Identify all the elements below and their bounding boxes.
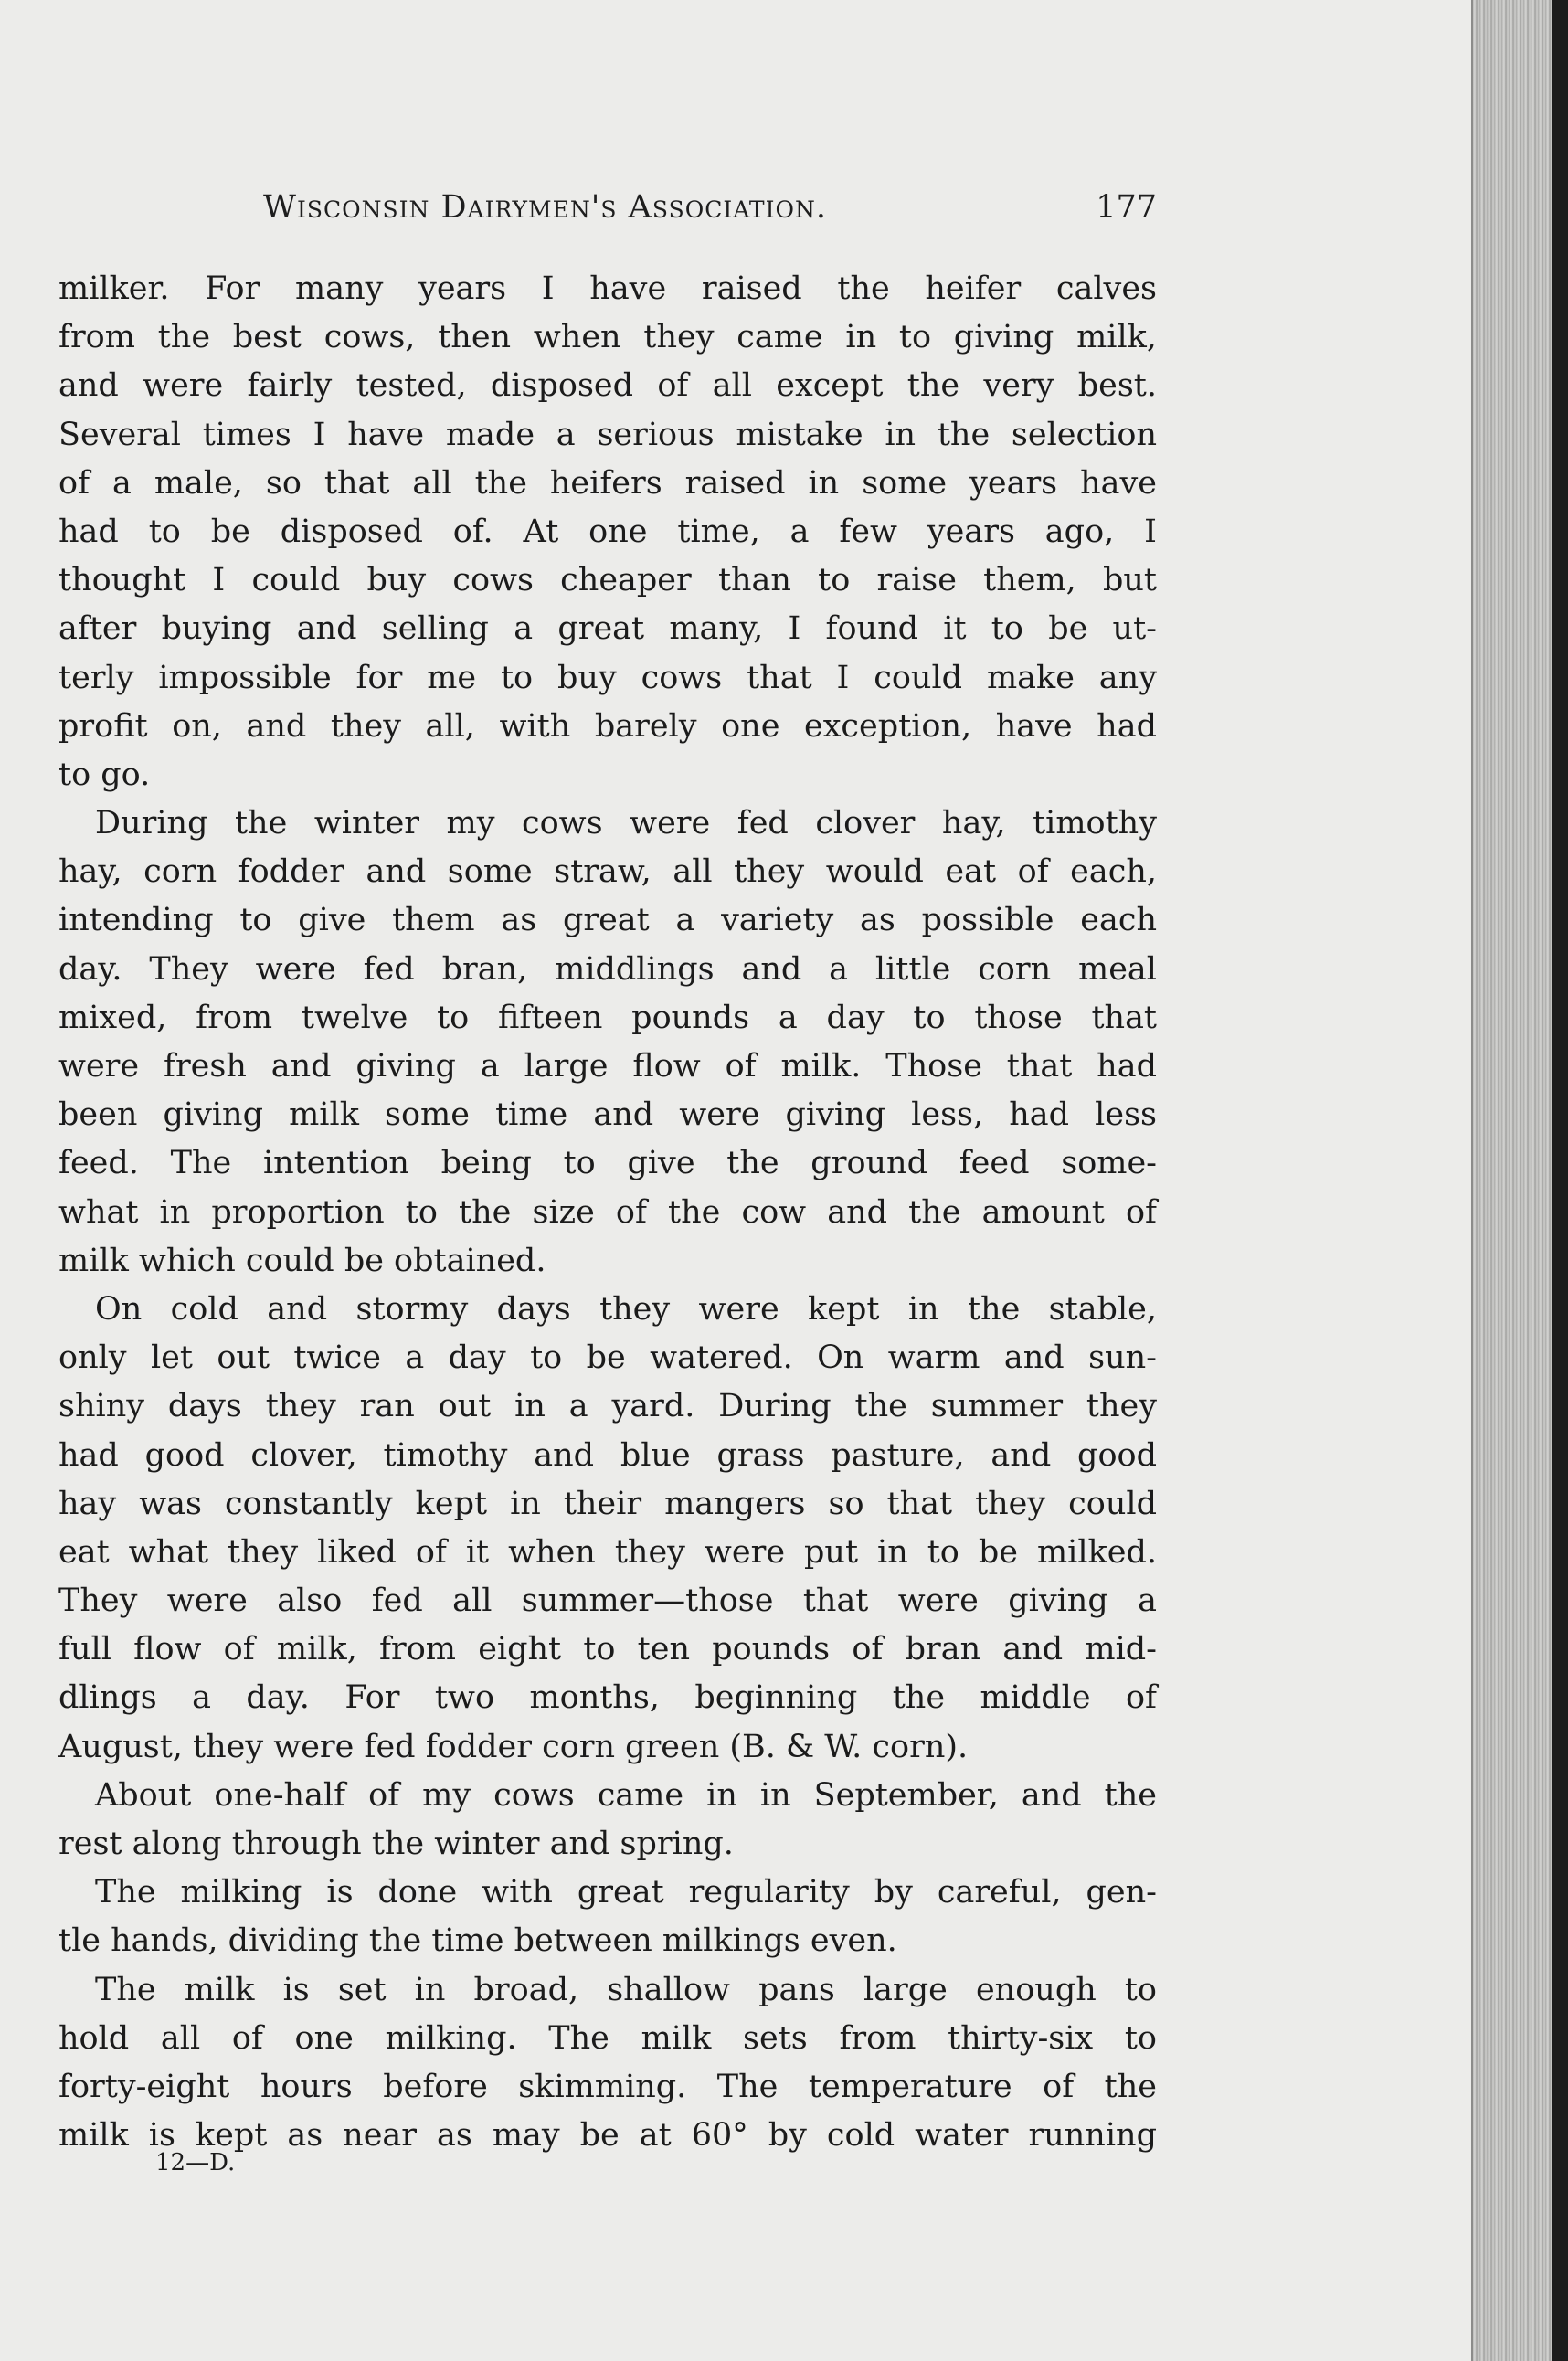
text-line: and were fairly tested, disposed of all except the very best. bbox=[58, 367, 1157, 405]
text-line: shiny days they ran out in a yard. During the summer they bbox=[58, 1388, 1157, 1425]
text-line: only let out twice a day to be watered. On warm and sun- bbox=[58, 1339, 1157, 1377]
text-line: hay was constantly kept in their mangers so that they could bbox=[58, 1485, 1157, 1522]
text-line: hay, corn fodder and some straw, all they would eat of each, bbox=[58, 853, 1157, 891]
signature-mark: 12—D. bbox=[155, 2149, 236, 2176]
text-line: what in proportion to the size of the cow and the amount of bbox=[58, 1193, 1157, 1231]
text-line: tle hands, dividing the time between milkings even. bbox=[58, 1922, 897, 1960]
text-line: day. They were fed bran, middlings and a little corn meal bbox=[58, 950, 1157, 988]
text-line: had to be disposed of. At one time, a few years ago, I bbox=[58, 513, 1157, 550]
text-line: intending to give them as great a variety as possible each bbox=[58, 902, 1157, 939]
body-text bbox=[58, 265, 1157, 2160]
text-line: been giving milk some time and were giving less, had less bbox=[58, 1096, 1157, 1134]
text-line: Several times I have made a serious mistake in the selection bbox=[58, 416, 1157, 453]
text-line: rest along through the winter and spring. bbox=[58, 1826, 734, 1862]
text-line: after buying and selling a great many, I found it to be ut- bbox=[58, 610, 1157, 648]
text-line: August, they were fed fodder corn green (B. & W. corn). bbox=[58, 1728, 969, 1765]
text-line: had good clover, timothy and blue grass pasture, and good bbox=[58, 1436, 1157, 1474]
page-number: 177 bbox=[1096, 189, 1157, 226]
text-line: milker. For many years I have raised the heifer calves bbox=[58, 270, 1157, 307]
book-page-edges bbox=[1471, 0, 1568, 2361]
paragraph-start: On cold and stormy days they were kept in the stable, bbox=[95, 1290, 1157, 1328]
text-line: eat what they liked of it when they were put in to be milked. bbox=[58, 1533, 1157, 1571]
paragraph-start: The milk is set in broad, shallow pans large enough to bbox=[95, 1971, 1157, 2008]
text-line: thought I could buy cows cheaper than to raise them, but bbox=[58, 562, 1157, 599]
text-line: forty-eight hours before skimming. The temperature of the bbox=[58, 2068, 1157, 2105]
text-line: feed. The intention being to give the ground feed some- bbox=[58, 1145, 1157, 1182]
text-line: of a male, so that all the heifers raised in some years have bbox=[58, 464, 1157, 502]
running-head bbox=[263, 189, 1157, 235]
text-line: were fresh and giving a large flow of milk. Those that had bbox=[58, 1048, 1157, 1085]
text-line: full flow of milk, from eight to ten pounds of bran and mid- bbox=[58, 1631, 1157, 1668]
text-line: profit on, and they all, with barely one exception, have had bbox=[58, 707, 1157, 745]
text-line: to go. bbox=[58, 756, 151, 793]
text-line: milk is kept as near as may be at 60° by cold water running bbox=[58, 2117, 1157, 2155]
paragraph-start: The milking is done with great regularity by careful, gen- bbox=[95, 1874, 1157, 1911]
text-line: terly impossible for me to buy cows that I could make any bbox=[58, 659, 1157, 696]
text-line: milk which could be obtained. bbox=[58, 1242, 546, 1279]
text-line: from the best cows, then when they came in to giving milk, bbox=[58, 319, 1157, 356]
running-title: Wisconsin Dairymen's Association. bbox=[263, 189, 827, 226]
paragraph-start: About one-half of my cows came in in September, and the bbox=[95, 1776, 1157, 1814]
text-line: hold all of one milking. The milk sets from thirty-six to bbox=[58, 2019, 1157, 2057]
text-line: mixed, from twelve to fifteen pounds a day to those that bbox=[58, 999, 1157, 1036]
text-line: dlings a day. For two months, beginning the middle of bbox=[58, 1679, 1157, 1717]
text-line: They were also fed all summer—those that were giving a bbox=[58, 1583, 1157, 1620]
paragraph-start: During the winter my cows were fed clover hay, timothy bbox=[95, 805, 1157, 842]
